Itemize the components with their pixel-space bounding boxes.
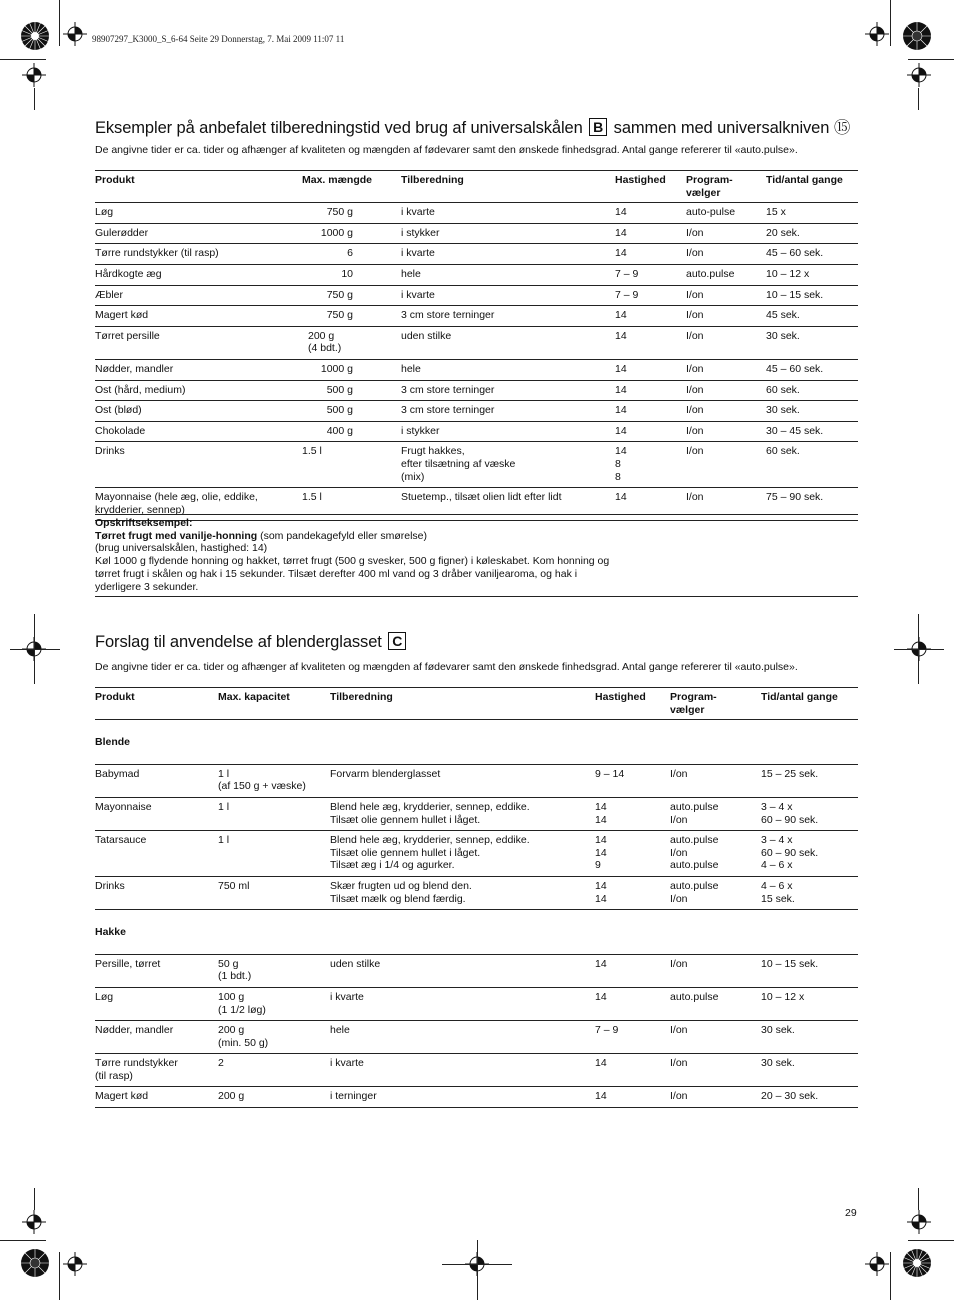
table-row [95, 954, 858, 987]
table-cell: Persille, tørret [95, 957, 161, 970]
table-cell: 7 – 9 [615, 288, 639, 301]
table-cell: i kvarte [330, 1057, 364, 1070]
table-cell: Mayonnaise (hele æg, olie, eddike, krydderier, sennep) [95, 491, 258, 516]
table-cell: Mayonnaise [95, 800, 152, 813]
table-cell: 4 – 6 x 15 sek. [761, 879, 795, 905]
table-cell: Hårdkogte æg [95, 267, 162, 280]
crop-line [59, 0, 60, 46]
table-cell: Chokolade [95, 424, 146, 437]
table-cell: Skær frugten ud og blend den. Tilsæt mælk og blend færdig. [330, 879, 472, 905]
table-cell: Ost (hård, medium) [95, 383, 186, 396]
table-cell: 3 cm store terninger [401, 309, 495, 322]
table-cell: 14 14 [595, 800, 607, 826]
table-cell: Nødder, mandler [95, 362, 174, 375]
table-cell: Stuetemp., tilsæt olien lidt efter lidt [401, 491, 562, 504]
table-cell: 7 – 9 [615, 267, 639, 280]
table-cell: i kvarte [401, 206, 435, 219]
table-cell: 1 l (af 150 g + væske) [218, 767, 306, 793]
table-cell: I/on [670, 1090, 688, 1103]
table-cell: 14 [615, 206, 627, 219]
table-cell: 500 g [326, 383, 353, 396]
table-cell: 1000 g [320, 226, 353, 239]
table-cell: 50 g (1 bdt.) [218, 957, 252, 983]
table-cell: 10 – 15 sek. [766, 288, 824, 301]
table-cell: 14 [615, 491, 627, 504]
crop-line [918, 1188, 919, 1210]
group-row [95, 910, 858, 955]
table-cell: Forvarm blenderglasset [330, 767, 441, 780]
registration-mark-icon [865, 1252, 889, 1276]
blender-table [95, 687, 858, 1108]
table-cell: I/on [670, 957, 688, 970]
column-header: Tilberedning [401, 174, 464, 186]
table-cell: 14 8 8 [615, 445, 627, 483]
table-cell: Frugt hakkes, efter tilsætning af væske (mix) [401, 445, 516, 483]
table-cell: uden stilke [330, 957, 381, 970]
recipe-box [95, 514, 858, 597]
table-cell: Ost (blød) [95, 404, 142, 417]
table-row [95, 1087, 858, 1108]
table-cell: Drinks [95, 445, 125, 458]
table-cell: 14 [615, 383, 627, 396]
table-cell: 100 g (1 1/2 løg) [218, 990, 266, 1016]
preparation-table [95, 170, 858, 521]
table-cell: Blend hele æg, krydderier, sennep, eddike. Tilsæt olie gennem hullet i låget. [330, 800, 530, 826]
table-cell: 10 – 15 sek. [761, 957, 819, 970]
label-box: B [589, 118, 607, 136]
recipe-name-suffix: (som pandekagefyld eller smørelse) [257, 529, 427, 542]
crop-line [10, 649, 60, 650]
table-cell: hele [401, 362, 421, 375]
table-cell: I/on [686, 309, 704, 322]
table-row [95, 223, 858, 244]
table-cell: I/on [686, 362, 704, 375]
registration-mark-icon [63, 1252, 87, 1276]
table-row [95, 764, 858, 797]
table-cell: I/on [686, 445, 704, 458]
table-cell: Tørre rundstykker (til rasp) [95, 1057, 178, 1082]
crop-line [890, 1252, 891, 1300]
table-cell: 60 sek. [766, 445, 800, 458]
column-header: Tid/antal gange [766, 174, 843, 186]
column-header: Program- vælger [670, 691, 717, 716]
table-row [95, 876, 858, 909]
table-cell: Tørre rundstykker (til rasp) [95, 247, 219, 260]
table-cell: I/on [686, 226, 704, 239]
table-cell: 20 sek. [766, 226, 800, 239]
table-cell: 45 – 60 sek. [766, 362, 824, 375]
table-cell: 45 sek. [766, 309, 800, 322]
table-cell: I/on [686, 247, 704, 260]
crop-line [34, 1188, 35, 1210]
table-cell: 3 – 4 x 60 – 90 sek. [761, 800, 819, 826]
table-cell: i kvarte [401, 247, 435, 260]
table-cell: 1.5 l [302, 445, 322, 458]
table-cell: hele [401, 267, 421, 280]
table-row [95, 203, 858, 224]
table-cell: I/on [686, 491, 704, 504]
table-cell: 3 cm store terninger [401, 383, 495, 396]
table-cell: I/on [670, 1024, 688, 1037]
print-header: 98907297_K3000_S_6-64 Seite 29 Donnerstag, 7. Mai 2009 11:07 11 [92, 34, 345, 44]
table-cell: 10 [341, 267, 353, 280]
table-cell: 14 [595, 1090, 607, 1103]
table-cell: 75 – 90 sek. [766, 491, 824, 504]
table-cell: I/on [686, 329, 704, 342]
table-cell: auto.pulse I/on [670, 800, 719, 826]
table-row [95, 285, 858, 306]
table-cell: 200 g (min. 50 g) [218, 1024, 269, 1049]
table-cell: 30 sek. [766, 329, 800, 342]
table-cell: 20 – 30 sek. [761, 1090, 819, 1103]
crop-line [59, 1252, 60, 1300]
group-heading: Blende [95, 736, 131, 749]
column-header: Tid/antal gange [761, 691, 838, 703]
table-cell: 1 l [218, 800, 230, 813]
table-cell: 500 g [326, 404, 353, 417]
crop-line [908, 59, 954, 60]
table-cell: 750 g [326, 206, 353, 219]
table-cell: I/on [670, 767, 688, 780]
table-cell: 14 [595, 1057, 607, 1070]
table-cell: 10 – 12 x [766, 267, 810, 280]
column-header: Produkt [95, 691, 135, 703]
table-row [95, 264, 858, 285]
table-cell: 14 [615, 226, 627, 239]
group-heading: Hakke [95, 926, 126, 939]
table-cell: i terninger [330, 1090, 377, 1103]
color-wheel-icon [902, 21, 932, 51]
column-header: Max. mængde [302, 174, 373, 186]
table-cell: 750 g [326, 288, 353, 301]
table-cell: auto.pulse [670, 990, 719, 1003]
color-wheel-icon [20, 21, 50, 51]
table-cell: 30 – 45 sek. [766, 424, 824, 437]
table-cell: Drinks [95, 879, 125, 892]
table-cell: Babymad [95, 767, 140, 780]
column-header: Hastighed [595, 691, 646, 703]
table-row [95, 442, 858, 488]
column-header: Hastighed [615, 174, 666, 186]
registration-mark-icon [22, 63, 46, 87]
table-cell: auto.pulse I/on [670, 879, 719, 905]
table-cell: 2 [218, 1057, 224, 1070]
intro-text: De angivne tider er ca. tider og afhænger af kvaliteten og mængden af fødevarer samt den ønskede finhedsgrad. Antal gange refererer til «auto.pulse». [95, 144, 798, 156]
section-title: Forslag til anvendelse af blenderglasset C [95, 632, 408, 652]
recipe-name: Tørret frugt med vanilje-honning [95, 529, 258, 542]
table-cell: i kvarte [401, 288, 435, 301]
table-cell: 15 – 25 sek. [761, 767, 819, 780]
recipe-settings: (brug universalskålen, hastighed: 14) [95, 542, 268, 555]
color-wheel-icon [20, 1248, 50, 1278]
table-cell: I/on [686, 383, 704, 396]
table-row [95, 380, 858, 401]
table-cell: 30 sek. [761, 1024, 795, 1037]
table-cell: I/on [686, 424, 704, 437]
table-cell: 200 g [218, 1090, 245, 1103]
registration-mark-icon [907, 1210, 931, 1234]
crop-line [890, 0, 891, 46]
crop-line [894, 649, 944, 650]
table-cell: auto.pulse [686, 267, 735, 280]
table-row [95, 831, 858, 877]
table-cell: i stykker [401, 226, 440, 239]
column-header: Tilberedning [330, 691, 393, 703]
table-cell: 1 l [218, 834, 230, 847]
recipe-heading: Opskriftseksempel: [95, 517, 193, 529]
table-cell: i stykker [401, 424, 440, 437]
crop-line [477, 1240, 478, 1300]
table-cell: 3 – 4 x 60 – 90 sek. 4 – 6 x [761, 834, 819, 872]
table-cell: Æbler [95, 288, 124, 301]
table-cell: 14 [615, 309, 627, 322]
table-cell: 9 – 14 [595, 767, 625, 780]
column-header: Max. kapacitet [218, 691, 290, 703]
table-cell: uden stilke [401, 329, 452, 342]
table-row [95, 306, 858, 327]
page-number: 29 [845, 1207, 857, 1219]
registration-mark-icon [907, 63, 931, 87]
table-row [95, 797, 858, 830]
table-cell: 14 [615, 247, 627, 260]
table-cell: Blend hele æg, krydderier, sennep, eddike. Tilsæt olie gennem hullet i låget. Tilsæt æg i 1/4 og agurker. [330, 834, 530, 872]
crop-line [34, 88, 35, 110]
intro-text: De angivne tider er ca. tider og afhænger af kvaliteten og mængden af fødevarer samt den ønskede finhedsgrad. Antal gange refererer til «auto.pulse». [95, 661, 798, 673]
table-cell: Magert kød [95, 1090, 149, 1103]
table-cell: I/on [670, 1057, 688, 1070]
table-row [95, 987, 858, 1020]
table-cell: 750 ml [218, 879, 250, 892]
recipe-body: Køl 1000 g flydende honning og hakket, tørret frugt (500 g svesker, 500 g figner) i køleskabet. Kom honning og tørret frugt i skålen og hak i 15 sekunder. Tilsæt derefter 400 ml vand og 3 dråber vaniljearoma, og hak i yderligere 3 sekunder. [95, 555, 610, 593]
table-cell: 60 sek. [766, 383, 800, 396]
table-cell: 14 [615, 424, 627, 437]
table-row [95, 326, 858, 359]
table-cell: Tatarsauce [95, 834, 147, 847]
table-row [95, 421, 858, 442]
registration-mark-icon [63, 22, 87, 46]
registration-mark-icon [865, 22, 889, 46]
table-cell: auto-pulse [686, 206, 736, 219]
label-box: C [388, 632, 406, 650]
table-cell: 15 x [766, 206, 786, 219]
section-title: Eksempler på anbefalet tilberedningstid ved brug af universalskålen B sammen med universalkniven ⑮ [95, 119, 851, 137]
table-cell: 14 [615, 329, 627, 342]
column-header: Program- vælger [686, 174, 733, 199]
table-cell: Magert kød [95, 309, 149, 322]
group-row [95, 720, 858, 765]
table-cell: Løg [95, 206, 114, 219]
table-cell: Gulerødder [95, 226, 149, 239]
table-cell: 14 14 9 [595, 834, 607, 872]
table-cell: 14 [615, 404, 627, 417]
color-wheel-icon [902, 1248, 932, 1278]
table-cell: 400 g [326, 424, 353, 437]
registration-mark-icon [22, 1210, 46, 1234]
table-cell: 750 g [326, 309, 353, 322]
table-cell: 30 sek. [766, 404, 800, 417]
table-cell: 14 [595, 957, 607, 970]
table-cell: 1000 g [320, 362, 353, 375]
table-row [95, 244, 858, 265]
table-cell: 6 [347, 247, 353, 260]
table-cell: 14 [595, 990, 607, 1003]
table-cell: 30 sek. [761, 1057, 795, 1070]
crop-line [908, 1240, 954, 1241]
table-cell: hele [330, 1024, 350, 1037]
column-header: Produkt [95, 174, 135, 186]
table-cell: i kvarte [330, 990, 364, 1003]
table-cell: auto.pulse I/on auto.pulse [670, 834, 719, 872]
table-cell: I/on [686, 288, 704, 301]
table-row [95, 401, 858, 422]
table-cell: 14 [615, 362, 627, 375]
table-row [95, 359, 858, 380]
crop-line [918, 88, 919, 110]
table-cell: Løg [95, 990, 114, 1003]
table-cell: I/on [686, 404, 704, 417]
table-cell: 14 14 [595, 879, 607, 905]
crop-line [0, 1240, 46, 1241]
table-row [95, 1021, 858, 1054]
table-cell: Tørret persille [95, 329, 160, 342]
table-cell: 1.5 l [302, 491, 322, 504]
table-row [95, 1054, 858, 1087]
table-cell: 45 – 60 sek. [766, 247, 824, 260]
table-cell: 3 cm store terninger [401, 404, 495, 417]
table-cell: Nødder, mandler [95, 1024, 174, 1037]
table-cell: 200 g (4 bdt.) [308, 329, 342, 355]
table-cell: 7 – 9 [595, 1024, 619, 1037]
table-cell: 10 – 12 x [761, 990, 805, 1003]
crop-line [0, 59, 46, 60]
